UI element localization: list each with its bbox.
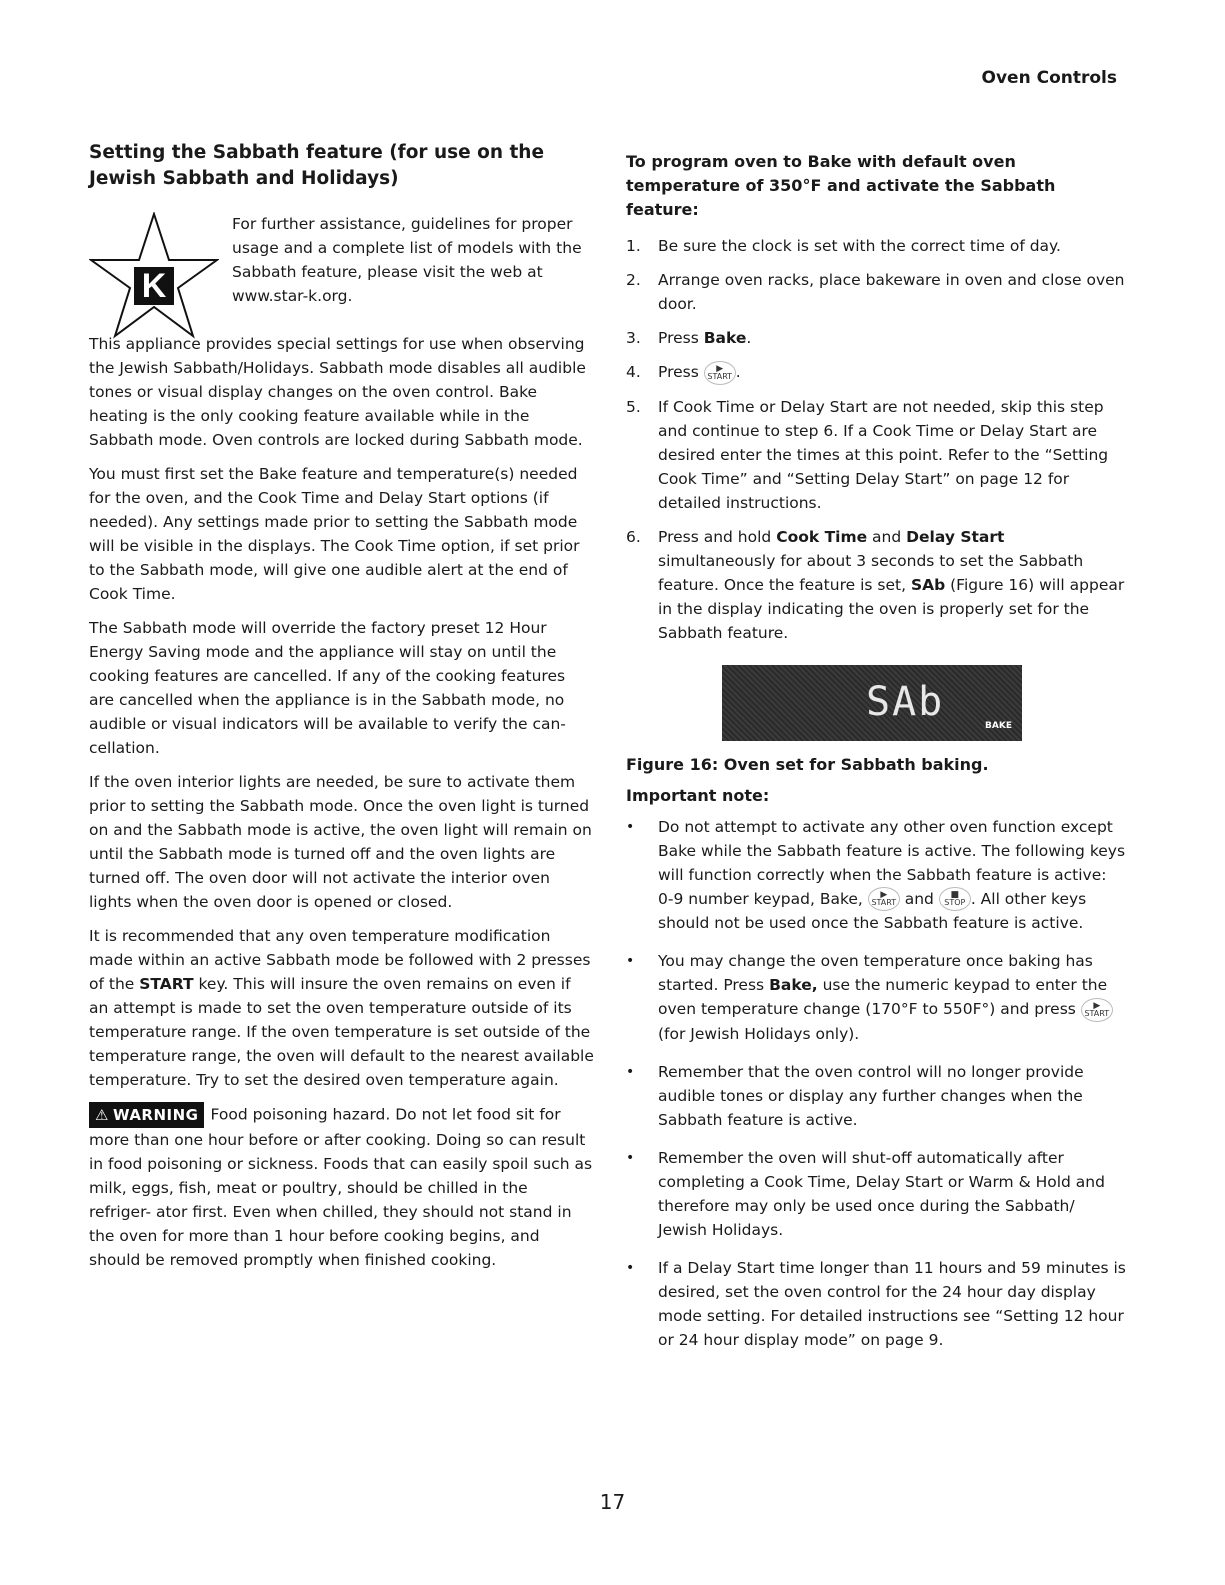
right-column xyxy=(626,150,1126,1366)
step-text: simultaneously for about 3 seconds to set the Sabbath feature. Once the feature is set, xyxy=(658,551,1084,594)
bake-key-label: Bake xyxy=(703,329,747,347)
start-key-icon: ▶ START xyxy=(868,887,900,911)
step-text: Press and hold xyxy=(658,527,777,546)
svg-text:K: K xyxy=(141,267,167,305)
display-readout: SAb xyxy=(866,678,945,725)
steps-list xyxy=(626,234,1126,645)
step-number: 4. xyxy=(626,363,641,381)
recommend-text-a: It is recommended that any oven temperature modification made within an active Sabbath mode be followed with 2 presses of the xyxy=(89,927,591,993)
step-text: and xyxy=(867,527,907,546)
note-text: . All other keys should not be used once the Sabbath feature is active. xyxy=(658,889,1087,932)
note-text: use the numeric keypad to enter the oven temperature change (170°F to 550F°) and press xyxy=(658,976,1108,1018)
step-number: 3. xyxy=(626,329,641,347)
warning-text: Food poisoning hazard. Do not let food sit for more than one hour before or after cooking. Doing so can result in food poisoning or sickness. Foods that can easily spoil such as milk, eggs, fish, meat or poultry, should be chilled in the refriger- ator first. Even when chilled, they should not stand in the oven for more than 1 hour before cooking begins, and should be removed promptly when finished cooking. xyxy=(89,1105,593,1269)
step-text: (Figure 16) will appear in the display indicating the oven is properly set for the Sabbath feature. xyxy=(658,575,1125,642)
display-bake-indicator: BAKE xyxy=(985,720,1012,731)
oven-display xyxy=(722,665,1022,741)
figure-caption: Figure 16: Oven set for Sabbath baking. xyxy=(626,754,989,774)
step-2 xyxy=(626,268,1126,316)
step-text: Be sure the clock is set with the correct time of day. xyxy=(658,237,1061,255)
note-1 xyxy=(626,815,1126,936)
left-column xyxy=(89,140,594,1282)
section-title: Setting the Sabbath feature (for use on the Jewish Sabbath and Holidays) xyxy=(89,142,545,189)
assist-paragraph: For further assistance, guidelines for proper usage and a complete list of models with the Sabbath feature, please visit the web at www.star-k.org. xyxy=(232,215,582,305)
note-text: Do not attempt to activate any other oven function except Bake while the Sabbath feature is active. The following keys will function correctly when the Sabbath feature is active: 0-9 number keypad, Bake, xyxy=(658,817,1126,908)
step-1 xyxy=(626,234,1126,258)
note-text: Remember the oven will shut-off automatically after completing a Cook Time, Delay Start or Warm & Hold and therefore may only be used once during the Sabbath/ Jewish Holidays. xyxy=(658,1148,1105,1239)
step-text: Arrange oven racks, place bakeware in oven and close oven door. xyxy=(658,271,1125,313)
start-key-label: START xyxy=(139,975,194,993)
must-paragraph: You must first set the Bake feature and temperature(s) needed for the oven, and the Cook Time and Delay Start options (if needed). Any settings made prior to setting the Sabbath mode will be visible in the displays. The Cook Time option, if set prior to the Sabbath mode, will give one audible alert at the end of Cook Time. xyxy=(89,465,580,603)
warning-paragraph xyxy=(89,1102,594,1272)
step-text: . xyxy=(746,329,752,347)
delay-start-label: Delay Start xyxy=(906,527,1005,546)
step-6 xyxy=(626,525,1126,645)
bullet-icon: • xyxy=(626,953,635,969)
start-key-text: START xyxy=(1084,1008,1110,1018)
stop-key-icon: ■ STOP xyxy=(939,887,971,911)
start-key-icon: ▶ START xyxy=(1081,998,1113,1022)
bake-key-label: Bake, xyxy=(769,976,818,994)
note-text: and xyxy=(904,889,939,908)
start-key-text: START xyxy=(871,898,897,907)
lights-paragraph: If the oven interior lights are needed, be sure to activate them prior to setting the Sabbath mode. Once the oven light is turned on and the Sabbath mode is active, the oven light will remain on until the Sabbath mode is turned off and the oven lights are turned off. The oven door will not activate the interior oven lights when the oven door is opened or closed. xyxy=(89,773,592,911)
recommend-paragraph xyxy=(89,924,594,1092)
bullet-icon: • xyxy=(626,1259,635,1276)
start-key-icon: ▶ START xyxy=(704,361,736,385)
step-text: If Cook Time or Delay Start are not needed, skip this step and continue to step 6. If a Cook Time or Delay Start are desired enter the times at this point. Refer to the “Setting Cook Time” and “Setting Delay Start” on page 12 for detailed instructions. xyxy=(658,397,1109,512)
step-4 xyxy=(626,360,1126,385)
stop-key-text: STOP xyxy=(944,898,966,907)
bullet-icon: • xyxy=(626,1149,635,1166)
sab-label: SAb xyxy=(910,575,946,594)
star-k-block xyxy=(89,212,594,332)
intro-paragraph xyxy=(89,332,594,452)
step-number: 2. xyxy=(626,271,641,289)
step-5 xyxy=(626,395,1126,515)
override-paragraph: The Sabbath mode will override the factory preset 12 Hour Energy Saving mode and the appliance will stay on until the cooking features are cancelled. If any of the cooking features are cancelled when the appliance is in the Sabbath mode, no audible or visual indicators will be available to verify the can- cellation. xyxy=(89,619,566,757)
program-heading: To program oven to Bake with default oven temperature of 350°F and activate the Sabbath feature: xyxy=(626,152,1056,219)
start-key-text: START xyxy=(707,371,733,381)
intro-text: This appliance provides special settings for use when observing the Jewish Sabbath/Holidays. Sabbath mode disables all audible tones or visual display changes on the oven control. Bake heating is the only cooking feature available while in the Sabbath mode. Oven controls are locked during Sabbath mode. xyxy=(89,335,586,449)
note-text: If a Delay Start time longer than 11 hours and 59 minutes is desired, set the oven control for the 24 hour day display mode setting. For detailed instructions see “Setting 12 hour or 24 hour display mode” on page 9. xyxy=(658,1258,1126,1349)
step-text: Press xyxy=(658,363,704,381)
step-3 xyxy=(626,326,1126,350)
bullet-icon: • xyxy=(626,1063,635,1080)
important-heading: Important note: xyxy=(626,785,770,805)
note-5 xyxy=(626,1256,1126,1352)
step-text: . xyxy=(735,363,741,381)
note-text: (for Jewish Holidays only). xyxy=(658,1024,860,1043)
notes-list xyxy=(626,815,1126,1352)
cook-time-label: Cook Time xyxy=(776,527,868,546)
running-head: Oven Controls xyxy=(981,68,1117,88)
step-number: 5. xyxy=(626,397,641,416)
note-2 xyxy=(626,949,1126,1046)
warning-label: WARNING xyxy=(112,1106,199,1124)
bullet-icon: • xyxy=(626,818,635,835)
warning-triangle-icon: ⚠ xyxy=(95,1106,109,1124)
note-text: You may change the oven temperature once baking has started. Press xyxy=(658,952,1093,994)
note-4 xyxy=(626,1146,1126,1242)
note-3 xyxy=(626,1060,1126,1132)
step-number: 6. xyxy=(626,527,641,546)
star-k-logo-icon xyxy=(89,212,219,342)
page-number: 17 xyxy=(599,1490,626,1514)
recommend-text-b: key. This will insure the oven remains on even if an attempt is made to set the oven temperature outside of its temperature range. If the oven temperature is set outside of the temperature range, the oven will default to the nearest available temperature. Try to set the desired oven temperature again. xyxy=(89,975,594,1089)
step-text: Press xyxy=(658,329,704,347)
warning-badge xyxy=(89,1102,204,1128)
note-text: Remember that the oven control will no longer provide audible tones or display any further changes when the Sabbath feature is active. xyxy=(658,1062,1084,1129)
step-number: 1. xyxy=(626,237,641,255)
